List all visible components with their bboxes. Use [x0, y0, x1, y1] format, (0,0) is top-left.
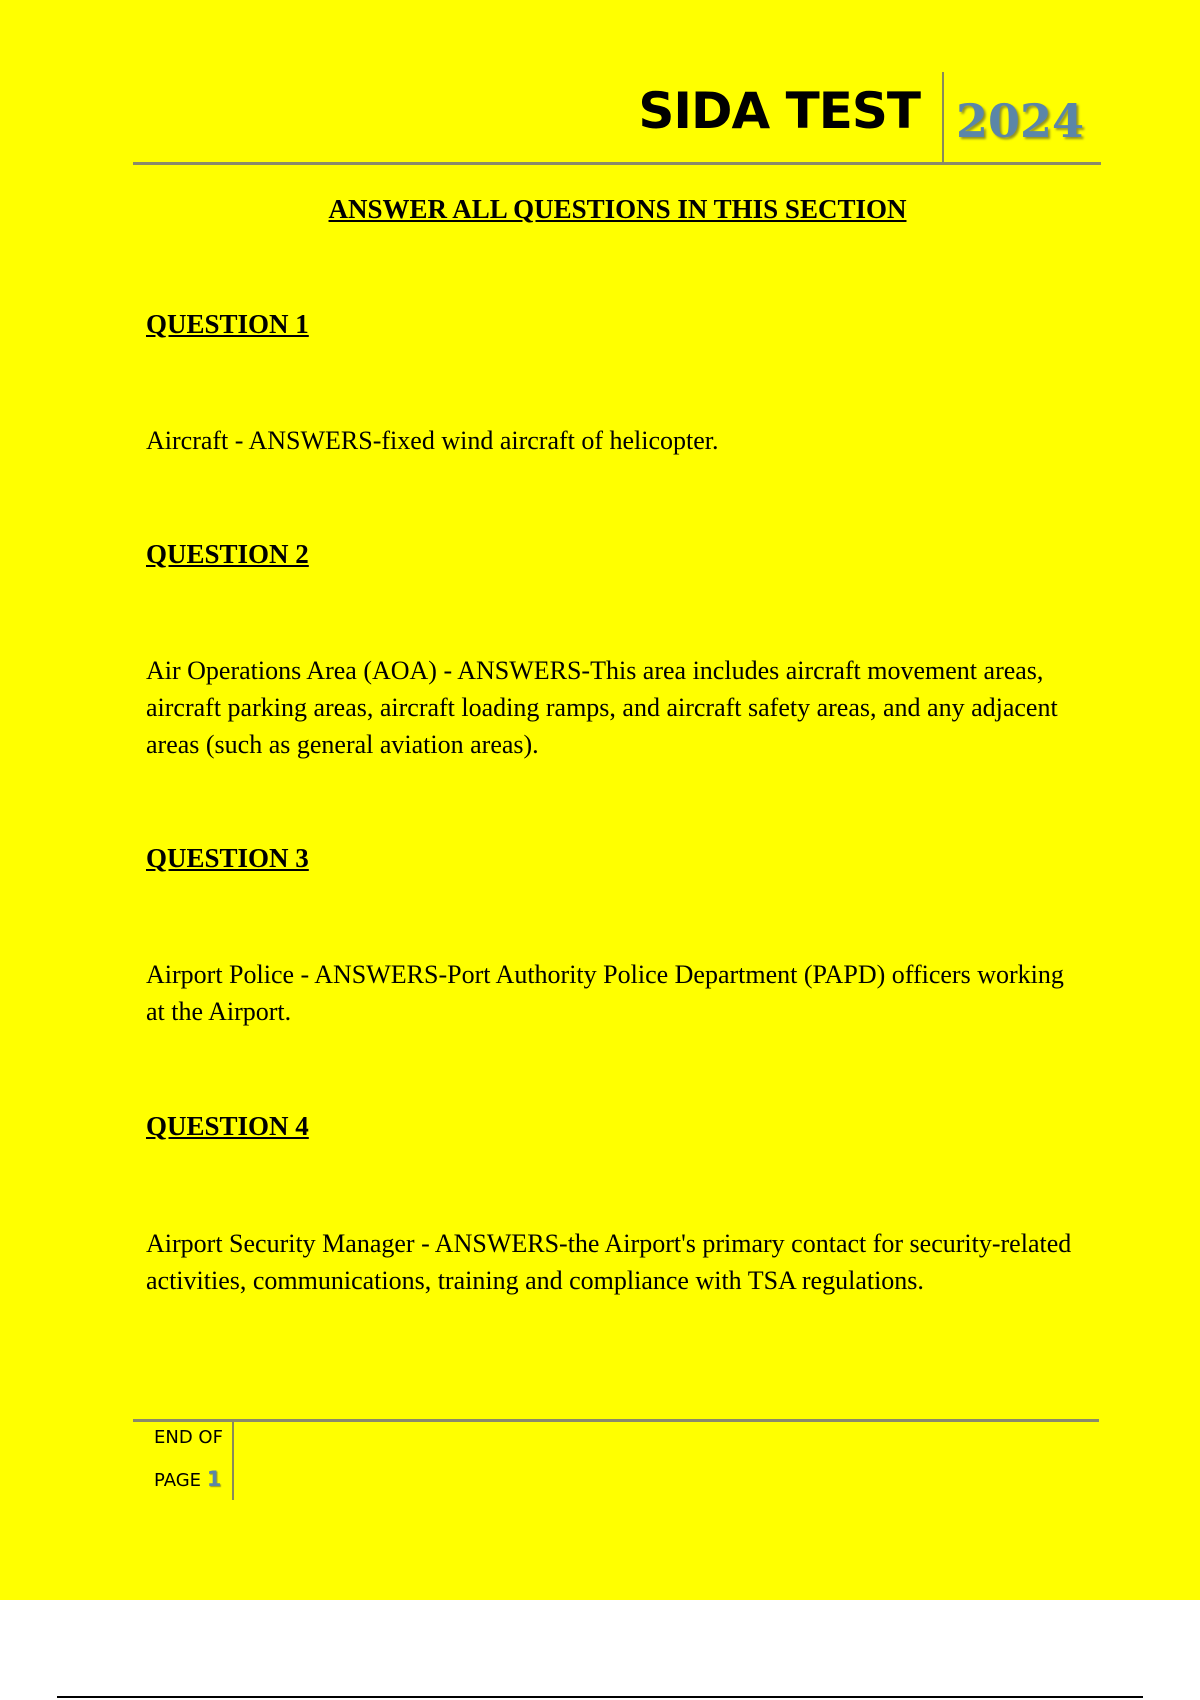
document-year: 2024	[956, 94, 1085, 148]
section-heading: ANSWER ALL QUESTIONS IN THIS SECTION	[328, 194, 907, 224]
question-3-text: Airport Police - ANSWERS-Port Authority Police Department (PAPD) officers working at the Airport.	[146, 960, 1064, 1026]
question-1-label: QUESTION 1	[146, 309, 309, 339]
footer-page-text: PAGE	[154, 1470, 202, 1491]
question-4-text: Airport Security Manager - ANSWERS-the Airport's primary contact for security-related activities, communications, training and compliance with TSA regulations.	[146, 1229, 1072, 1295]
footer-divider	[232, 1422, 234, 1500]
question-1-text: Aircraft - ANSWERS-fixed wind aircraft of helicopter.	[146, 426, 719, 455]
header-divider	[942, 72, 944, 164]
footer-end-of: END OF	[154, 1427, 223, 1448]
footer-page-label	[154, 1469, 221, 1490]
question-2-label: QUESTION 2	[146, 539, 309, 569]
footer-page-number: 1	[206, 1467, 222, 1491]
question-3-label: QUESTION 3	[146, 843, 309, 873]
bottom-rule	[57, 1696, 1143, 1698]
question-2-text: Air Operations Area (AOA) - ANSWERS-This area includes aircraft movement areas, aircraft parking areas, aircraft loading ramps, and aircraft safety areas, and any adjacent areas (such as general aviation areas).	[146, 656, 1058, 759]
header-rule	[133, 162, 1101, 165]
footer-rule	[133, 1419, 1099, 1422]
document-title: SIDA TEST	[638, 82, 920, 140]
question-4-label: QUESTION 4	[146, 1111, 309, 1141]
